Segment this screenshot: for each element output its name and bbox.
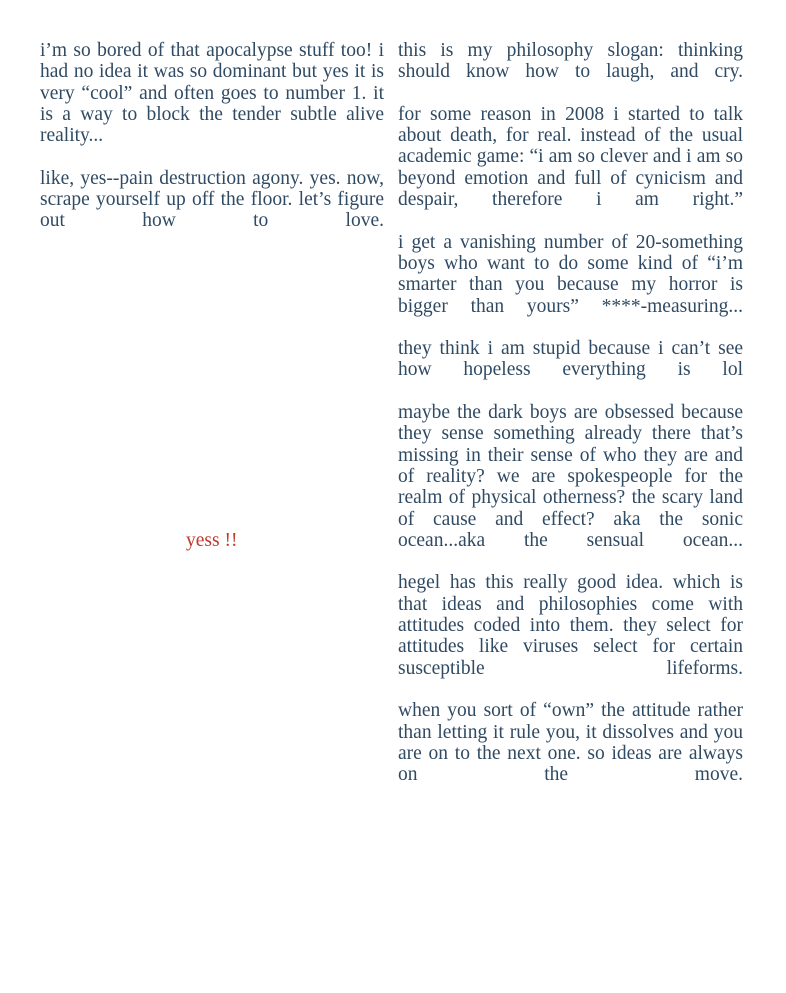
aside-note: yess !! bbox=[186, 530, 238, 551]
left-paragraph-1: i’m so bored of that apocalypse stuff too! i had no idea it was so dominant but yes it is very “cool” and often goes to number 1. it is a way to block the tender subtle alive reality... bbox=[40, 40, 384, 147]
right-paragraph-3: i get a vanishing number of 20-something boys who want to do some kind of “i’m smarter than you because my horror is bigger than yours” ****-measuring... bbox=[398, 231, 743, 317]
right-paragraph-5: maybe the dark boys are obsessed because they sense something already there that’s missing in their sense of who they are and of reality? we are spokespeople for the realm of physical otherness? the scary land of cause and effect? aka the sonic ocean...aka the sensual ocean... bbox=[398, 402, 743, 551]
right-paragraph-1: this is my philosophy slogan: thinking should know how to laugh, and cry. bbox=[398, 40, 743, 83]
right-paragraph-7: when you sort of “own” the attitude rather than letting it rule you, it dissolves and you are on to the next one. so ideas are always on the move. bbox=[398, 700, 743, 786]
left-column bbox=[40, 40, 384, 253]
right-paragraph-2: for some reason in 2008 i started to talk about death, for real. instead of the usual academic game: “i am so clever and i am so beyond emotion and full of cynicism and despair, therefore i am right.” bbox=[398, 103, 743, 211]
right-paragraph-4: they think i am stupid because i can’t see how hopeless everything is lol bbox=[398, 338, 743, 381]
right-column bbox=[398, 40, 743, 807]
right-paragraph-6: hegel has this really good idea. which is that ideas and philosophies come with attitudes coded into them. they select for attitudes like viruses select for certain susceptible lifeforms. bbox=[398, 572, 743, 679]
left-paragraph-2: like, yes--pain destruction agony. yes. now, scrape yourself up off the floor. let’s figure out how to love. bbox=[40, 167, 384, 232]
